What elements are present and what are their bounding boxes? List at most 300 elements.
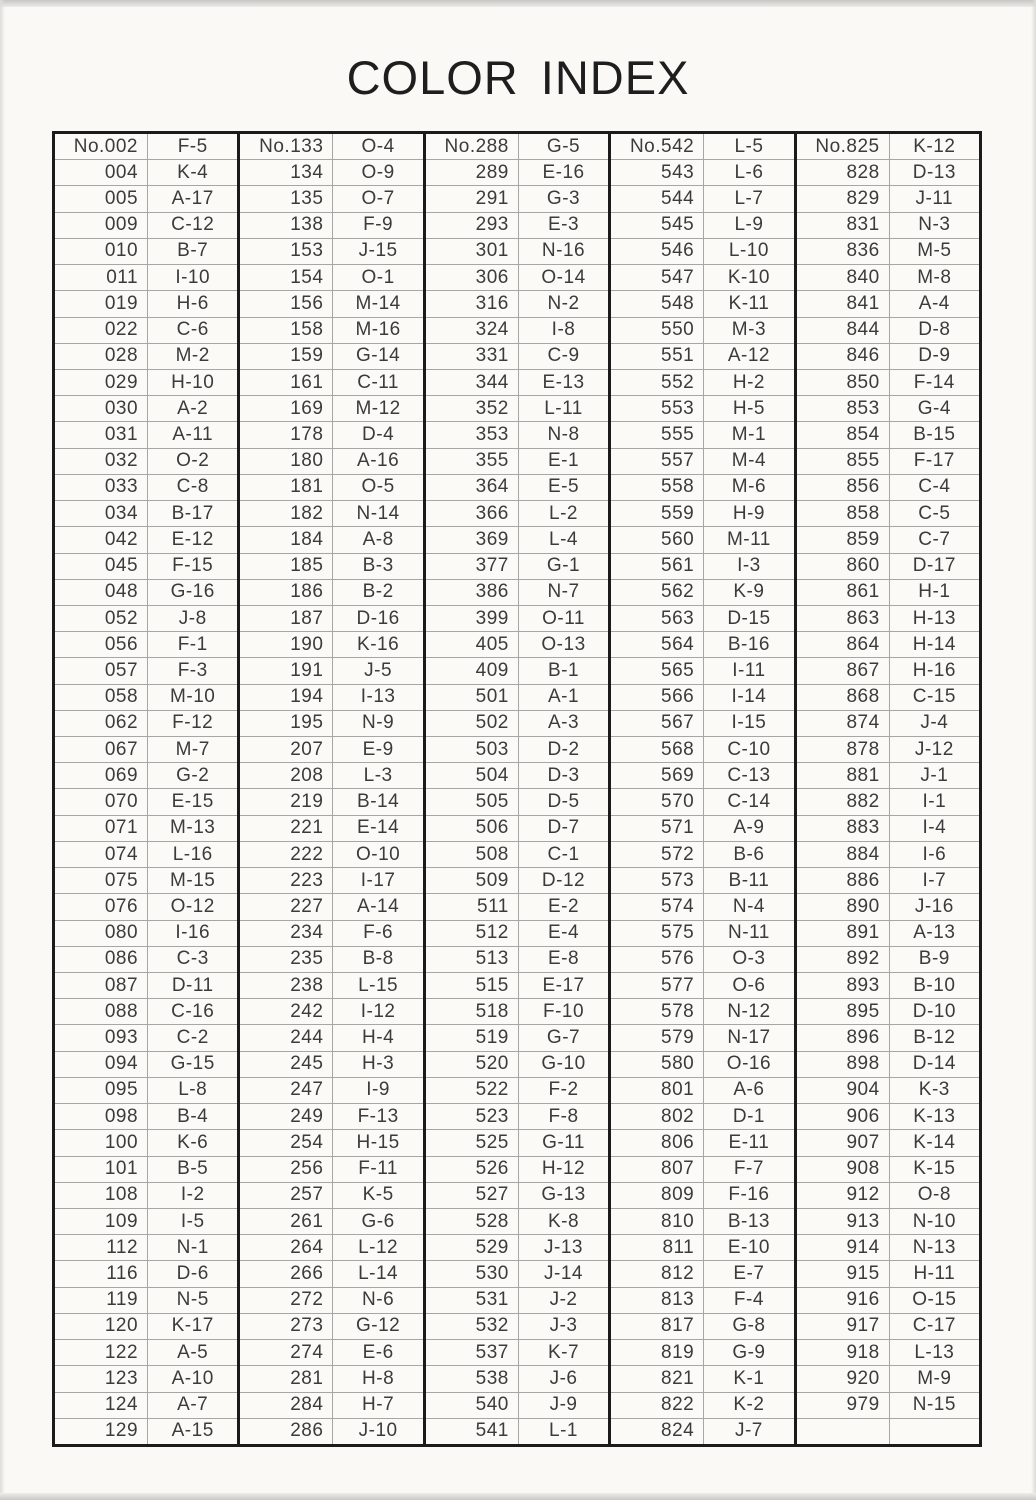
color-code-cell: L-16 xyxy=(172,843,213,865)
table-row xyxy=(55,631,237,657)
color-number-cell: 523 xyxy=(426,1104,519,1129)
color-code-cell: O-11 xyxy=(542,607,585,629)
table-row xyxy=(611,1051,793,1077)
color-number-cell: 004 xyxy=(55,160,148,185)
color-number-cell: 529 xyxy=(426,1235,519,1260)
table-column-group xyxy=(237,134,422,1444)
color-number-cell: 284 xyxy=(240,1393,333,1418)
color-number-cell: 266 xyxy=(240,1261,333,1286)
color-code-cell: J-15 xyxy=(358,240,398,262)
color-number-cell: 548 xyxy=(611,291,704,316)
color-number-cell: 979 xyxy=(797,1393,890,1418)
color-number-cell: 882 xyxy=(797,789,890,814)
color-code-cell: M-8 xyxy=(917,266,952,288)
table-row xyxy=(426,946,608,972)
color-number-cell: 544 xyxy=(611,186,704,211)
color-code-cell: B-17 xyxy=(171,502,214,524)
table-row xyxy=(426,579,608,605)
color-number-cell: 022 xyxy=(55,318,148,343)
color-number-cell: 135 xyxy=(240,186,333,211)
color-code-cell: L-8 xyxy=(178,1079,208,1101)
table-row xyxy=(611,1129,793,1155)
table-column-group xyxy=(608,134,793,1444)
color-number-cell: 572 xyxy=(611,842,704,867)
scan-edge-top xyxy=(0,0,1036,7)
color-code-cell: F-11 xyxy=(358,1158,398,1180)
color-number-cell: 264 xyxy=(240,1235,333,1260)
color-code-cell: K-7 xyxy=(547,1341,580,1363)
color-number-cell: 920 xyxy=(797,1366,890,1391)
table-row xyxy=(797,1234,979,1260)
table-row xyxy=(55,684,237,710)
color-number-cell: 917 xyxy=(797,1314,890,1339)
table-row xyxy=(426,1260,608,1286)
table-row xyxy=(55,1365,237,1391)
color-number-cell: 293 xyxy=(426,213,519,238)
color-code-cell: G-14 xyxy=(355,345,401,367)
color-code-cell: M-15 xyxy=(170,869,216,891)
color-number-cell: 558 xyxy=(611,475,704,500)
color-code-cell: C-10 xyxy=(727,738,771,760)
color-code-cell: A-16 xyxy=(357,450,400,472)
table-row xyxy=(797,238,979,264)
color-number-cell: 822 xyxy=(611,1393,704,1418)
color-number-cell: 840 xyxy=(797,265,890,290)
table-row xyxy=(611,448,793,474)
table-row xyxy=(611,369,793,395)
table-row xyxy=(611,998,793,1024)
color-number-cell: 056 xyxy=(55,632,148,657)
color-code-cell: O-8 xyxy=(917,1184,951,1206)
color-code-cell: N-7 xyxy=(547,581,580,603)
color-number-cell: 031 xyxy=(55,422,148,447)
color-number-cell: 191 xyxy=(240,658,333,683)
color-code-cell: K-9 xyxy=(733,581,765,603)
color-code-cell: E-15 xyxy=(171,791,214,813)
color-number-cell: 892 xyxy=(797,947,890,972)
color-number-cell: 831 xyxy=(797,213,890,238)
table-row xyxy=(55,1260,237,1286)
table-row xyxy=(797,553,979,579)
table-row xyxy=(426,605,608,631)
color-number-cell: 807 xyxy=(611,1157,704,1182)
table-row xyxy=(797,526,979,552)
color-code-cell: A-8 xyxy=(362,528,394,550)
table-row xyxy=(797,290,979,316)
color-code-cell: I-13 xyxy=(360,686,396,708)
color-code-cell: F-13 xyxy=(357,1105,399,1127)
color-number-cell: 538 xyxy=(426,1366,519,1391)
color-code-cell: A-5 xyxy=(177,1341,209,1363)
table-row xyxy=(55,998,237,1024)
color-number-cell: 530 xyxy=(426,1261,519,1286)
table-row xyxy=(426,1418,608,1444)
table-row xyxy=(611,579,793,605)
table-row xyxy=(611,920,793,946)
color-code-cell: C-13 xyxy=(727,764,771,786)
table-row xyxy=(55,421,237,447)
color-number-cell: 562 xyxy=(611,580,704,605)
table-row xyxy=(55,317,237,343)
table-row xyxy=(797,1103,979,1129)
color-code-cell: F-9 xyxy=(363,214,394,236)
color-code-cell: B-1 xyxy=(547,659,580,681)
color-number-cell: 812 xyxy=(611,1261,704,1286)
table-row xyxy=(797,448,979,474)
color-code-cell: F-5 xyxy=(177,135,208,157)
color-code-cell: G-8 xyxy=(732,1315,766,1337)
color-code-cell: L-6 xyxy=(734,161,764,183)
color-code-cell: O-10 xyxy=(355,843,401,865)
table-row xyxy=(426,185,608,211)
color-code-cell: C-6 xyxy=(176,319,209,341)
color-number-cell: 353 xyxy=(426,422,519,447)
table-row xyxy=(797,1392,979,1418)
color-code-cell: K-1 xyxy=(733,1367,765,1389)
table-row xyxy=(55,1208,237,1234)
color-code-cell: K-14 xyxy=(913,1131,956,1153)
color-number-cell: 522 xyxy=(426,1078,519,1103)
table-row xyxy=(426,920,608,946)
table-row xyxy=(240,1287,422,1313)
table-row xyxy=(797,1339,979,1365)
color-number-cell: No.825 xyxy=(797,134,890,159)
table-row xyxy=(426,421,608,447)
color-code-cell: L-15 xyxy=(358,974,399,996)
color-code-cell: G-11 xyxy=(542,1131,585,1153)
color-number-cell: 067 xyxy=(55,737,148,762)
color-number-cell: 577 xyxy=(611,973,704,998)
color-code-cell: O-15 xyxy=(912,1289,957,1311)
color-code-cell: I-7 xyxy=(922,869,947,891)
color-number-cell: 874 xyxy=(797,711,890,736)
color-number-cell: 156 xyxy=(240,291,333,316)
table-row xyxy=(426,1024,608,1050)
table-row xyxy=(426,631,608,657)
color-code-cell: D-16 xyxy=(356,607,400,629)
table-row xyxy=(55,657,237,683)
color-code-cell: K-2 xyxy=(733,1394,765,1416)
color-number-cell: 850 xyxy=(797,370,890,395)
color-number-cell: 159 xyxy=(240,344,333,369)
color-number-cell: 864 xyxy=(797,632,890,657)
table-row xyxy=(611,1287,793,1313)
table-row xyxy=(426,134,608,159)
color-code-cell: E-16 xyxy=(542,161,585,183)
color-number-cell: 119 xyxy=(55,1288,148,1313)
table-row xyxy=(55,1339,237,1365)
table-row xyxy=(55,212,237,238)
color-code-cell: C-2 xyxy=(176,1027,209,1049)
color-number-cell: 537 xyxy=(426,1340,519,1365)
color-code-cell: M-6 xyxy=(731,476,767,498)
color-code-cell: I-9 xyxy=(366,1079,390,1101)
table-row xyxy=(240,395,422,421)
table-row xyxy=(611,1260,793,1286)
color-number-cell: 915 xyxy=(797,1261,890,1286)
table-row xyxy=(611,946,793,972)
color-number-cell: 247 xyxy=(240,1078,333,1103)
color-code-cell: G-3 xyxy=(546,188,581,210)
color-code-cell: D-11 xyxy=(171,974,214,996)
table-row xyxy=(240,998,422,1024)
color-code-cell: O-3 xyxy=(732,948,766,970)
table-row xyxy=(797,1024,979,1050)
color-code-cell: C-15 xyxy=(912,686,956,708)
color-code-cell: C-8 xyxy=(176,476,209,498)
color-code-cell: D-5 xyxy=(547,791,580,813)
color-number-cell: 331 xyxy=(426,344,519,369)
table-row xyxy=(797,474,979,500)
table-row xyxy=(240,448,422,474)
color-number-cell: 108 xyxy=(55,1183,148,1208)
color-number-cell: 182 xyxy=(240,501,333,526)
color-number-cell: 846 xyxy=(797,344,890,369)
table-row xyxy=(55,1051,237,1077)
table-row xyxy=(55,1156,237,1182)
color-code-cell: B-16 xyxy=(727,633,770,655)
page-title: COLOR INDEX xyxy=(346,51,690,104)
color-number-cell: 561 xyxy=(611,554,704,579)
table-row xyxy=(611,762,793,788)
color-number-cell: 369 xyxy=(426,527,519,552)
color-code-cell: J-5 xyxy=(364,659,393,681)
table-row xyxy=(240,684,422,710)
table-row xyxy=(611,841,793,867)
color-number-cell: 856 xyxy=(797,475,890,500)
color-code-cell: A-2 xyxy=(177,397,209,419)
color-number-cell: 184 xyxy=(240,527,333,552)
color-code-cell: K-6 xyxy=(177,1131,209,1153)
color-code-cell: L-2 xyxy=(549,502,578,524)
color-code-cell: N-3 xyxy=(918,214,951,236)
table-row xyxy=(611,1392,793,1418)
color-code-cell: M-4 xyxy=(731,450,767,472)
color-number-cell: 088 xyxy=(55,999,148,1024)
color-number-cell: 033 xyxy=(55,475,148,500)
table-row xyxy=(55,1418,237,1444)
color-number-cell: 515 xyxy=(426,973,519,998)
table-row xyxy=(611,710,793,736)
color-number-cell: 019 xyxy=(55,291,148,316)
table-row xyxy=(55,526,237,552)
color-number-cell: 806 xyxy=(611,1130,704,1155)
color-number-cell: 568 xyxy=(611,737,704,762)
color-number-cell: 095 xyxy=(55,1078,148,1103)
table-row xyxy=(55,1287,237,1313)
table-row xyxy=(55,867,237,893)
color-number-cell: 916 xyxy=(797,1288,890,1313)
color-code-cell: J-14 xyxy=(544,1263,583,1285)
color-code-cell: D-2 xyxy=(547,738,580,760)
color-number-cell: 098 xyxy=(55,1104,148,1129)
color-code-cell: F-3 xyxy=(177,659,208,681)
table-row xyxy=(240,1129,422,1155)
color-number-cell: 254 xyxy=(240,1130,333,1155)
color-number-cell: 070 xyxy=(55,789,148,814)
table-row xyxy=(426,841,608,867)
color-code-cell: O-16 xyxy=(726,1053,772,1075)
color-number-cell: 272 xyxy=(240,1288,333,1313)
table-row xyxy=(426,1077,608,1103)
color-code-cell: B-9 xyxy=(918,948,950,970)
color-number-cell: 223 xyxy=(240,868,333,893)
color-number-cell: 547 xyxy=(611,265,704,290)
table-row xyxy=(55,605,237,631)
table-row xyxy=(426,762,608,788)
table-row xyxy=(611,212,793,238)
table-row xyxy=(797,657,979,683)
color-code-cell: N-17 xyxy=(727,1027,771,1049)
table-row xyxy=(426,1234,608,1260)
color-code-cell: C-16 xyxy=(171,1000,215,1022)
table-row xyxy=(55,762,237,788)
color-code-cell: E-1 xyxy=(547,450,580,472)
color-code-cell: C-11 xyxy=(357,371,399,393)
color-number-cell: 576 xyxy=(611,947,704,972)
table-row xyxy=(426,736,608,762)
color-code-cell: J-6 xyxy=(549,1367,578,1389)
color-number-cell: 194 xyxy=(240,685,333,710)
color-number-cell: 557 xyxy=(611,449,704,474)
color-code-cell: F-17 xyxy=(913,450,955,472)
table-row xyxy=(426,369,608,395)
color-code-cell: H-16 xyxy=(912,659,956,681)
color-number-cell: 366 xyxy=(426,501,519,526)
table-row xyxy=(426,867,608,893)
color-number-cell: 828 xyxy=(797,160,890,185)
table-row xyxy=(611,317,793,343)
table-row xyxy=(426,526,608,552)
table-row xyxy=(55,1103,237,1129)
color-code-cell: K-10 xyxy=(727,266,770,288)
table-row xyxy=(55,134,237,159)
color-code-cell: A-7 xyxy=(177,1394,209,1416)
table-row xyxy=(240,553,422,579)
color-code-cell: M-7 xyxy=(175,738,210,760)
color-number-cell: 057 xyxy=(55,658,148,683)
color-code-cell: I-12 xyxy=(360,1000,396,1022)
table-row xyxy=(240,788,422,814)
color-code-cell: A-13 xyxy=(913,922,956,944)
color-code-cell: K-13 xyxy=(913,1105,956,1127)
table-row xyxy=(611,185,793,211)
table-row xyxy=(797,1365,979,1391)
color-number-cell: 289 xyxy=(426,160,519,185)
color-number-cell: 896 xyxy=(797,1025,890,1050)
color-number-cell: 502 xyxy=(426,711,519,736)
table-row xyxy=(797,159,979,185)
table-row xyxy=(240,264,422,290)
table-row xyxy=(611,421,793,447)
color-code-cell: H-12 xyxy=(541,1158,586,1180)
table-row xyxy=(611,238,793,264)
color-code-cell: J-1 xyxy=(920,764,949,786)
table-row xyxy=(240,1260,422,1286)
color-number-cell: 570 xyxy=(611,789,704,814)
table-row xyxy=(55,185,237,211)
color-code-cell: E-6 xyxy=(362,1341,394,1363)
color-number-cell: 034 xyxy=(55,501,148,526)
color-code-cell: N-8 xyxy=(547,424,580,446)
color-code-cell: B-13 xyxy=(727,1210,770,1232)
color-number-cell: 234 xyxy=(240,921,333,946)
table-row xyxy=(426,1365,608,1391)
color-code-cell: L-9 xyxy=(734,214,764,236)
color-code-cell: D-3 xyxy=(547,764,580,786)
table-row xyxy=(611,736,793,762)
table-row xyxy=(240,1182,422,1208)
color-number-cell: 071 xyxy=(55,816,148,841)
table-column-group xyxy=(423,134,608,1444)
table-row xyxy=(797,1313,979,1339)
color-number-cell: 829 xyxy=(797,186,890,211)
color-code-cell: N-12 xyxy=(727,1000,771,1022)
color-number-cell: 578 xyxy=(611,999,704,1024)
color-code-cell: I-8 xyxy=(551,319,576,341)
color-number-cell: 560 xyxy=(611,527,704,552)
color-number-cell: 100 xyxy=(55,1130,148,1155)
color-code-cell: D-6 xyxy=(176,1263,209,1285)
color-number-cell: 519 xyxy=(426,1025,519,1050)
table-row xyxy=(797,841,979,867)
color-number-cell: 062 xyxy=(55,711,148,736)
color-code-cell: B-2 xyxy=(362,581,394,603)
table-row xyxy=(55,343,237,369)
color-number-cell: 109 xyxy=(55,1209,148,1234)
color-number-cell: 052 xyxy=(55,606,148,631)
table-row xyxy=(797,369,979,395)
table-column-group xyxy=(55,134,237,1444)
table-row xyxy=(55,1234,237,1260)
color-code-cell: C-4 xyxy=(918,476,951,498)
color-code-cell: E-13 xyxy=(542,371,585,393)
color-code-cell: I-5 xyxy=(180,1210,205,1232)
color-number-cell: No.002 xyxy=(55,134,148,159)
table-row xyxy=(797,1077,979,1103)
table-row xyxy=(55,1392,237,1418)
color-code-cell: E-8 xyxy=(547,948,580,970)
color-number-cell: 512 xyxy=(426,921,519,946)
table-row xyxy=(55,290,237,316)
table-row xyxy=(240,657,422,683)
color-code-cell: D-15 xyxy=(727,607,771,629)
color-number-cell: 525 xyxy=(426,1130,519,1155)
table-row xyxy=(797,867,979,893)
color-number-cell: 817 xyxy=(611,1314,704,1339)
color-code-cell: C-1 xyxy=(547,843,580,865)
table-row xyxy=(240,474,422,500)
table-row xyxy=(611,815,793,841)
table-row xyxy=(240,1103,422,1129)
color-code-cell: M-1 xyxy=(731,424,767,446)
color-number-cell: 898 xyxy=(797,1052,890,1077)
color-code-cell: N-11 xyxy=(728,922,770,944)
color-number-cell: 566 xyxy=(611,685,704,710)
color-number-cell: 030 xyxy=(55,396,148,421)
color-code-cell: O-12 xyxy=(170,895,215,917)
color-number-cell: 169 xyxy=(240,396,333,421)
color-code-cell: I-17 xyxy=(360,869,396,891)
color-code-cell: C-3 xyxy=(176,948,209,970)
color-number-cell: 543 xyxy=(611,160,704,185)
table-row xyxy=(240,1313,422,1339)
color-code-cell: J-4 xyxy=(920,712,949,734)
table-row xyxy=(797,212,979,238)
table-row xyxy=(611,684,793,710)
table-row xyxy=(426,395,608,421)
color-code-cell: A-14 xyxy=(357,895,400,917)
